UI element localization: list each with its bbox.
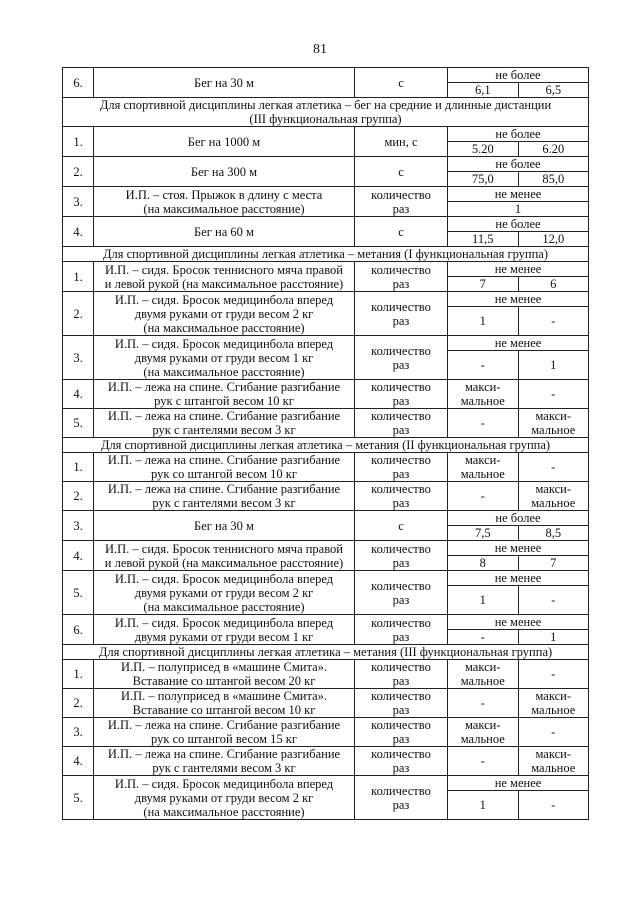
- value-second: [518, 409, 589, 438]
- table-row: [63, 380, 589, 409]
- value-second: 6,5: [518, 83, 589, 98]
- test-name-line: (на максимальное расстояние): [143, 201, 305, 216]
- value-first: [448, 689, 519, 718]
- unit-line: количество: [371, 299, 431, 314]
- test-name-line: И.П. – лежа на спине. Сгибание разгибание: [107, 380, 341, 394]
- section-heading: [63, 645, 589, 660]
- test-name-line: рук со штангой весом 15 кг: [151, 732, 297, 746]
- value-first: [448, 409, 519, 438]
- value-first: 5.20: [448, 142, 519, 157]
- test-name: [94, 689, 355, 718]
- condition: не более: [448, 127, 589, 142]
- row-number: 6.: [63, 68, 94, 98]
- value-line: -: [480, 416, 485, 430]
- test-name-line: И.П. – полуприсед в «машине Смита».: [120, 660, 328, 674]
- unit-line: количество: [371, 380, 431, 394]
- value-first: 1: [448, 307, 519, 336]
- value-second: [518, 689, 589, 718]
- value-line: макси-: [464, 380, 501, 394]
- norms-table: [62, 67, 589, 820]
- value-line: -: [551, 460, 556, 474]
- unit: [355, 157, 448, 187]
- page-number: 81: [313, 42, 327, 57]
- test-name-line: И.П. – полуприсед в «машине Смита».: [120, 689, 328, 703]
- unit: [355, 776, 448, 820]
- test-name-line: Бег на 30 м: [194, 75, 254, 90]
- value-line: мальное: [460, 674, 505, 688]
- test-name: [94, 541, 355, 571]
- test-name-line: И.П. – сидя. Бросок теннисного мяча правой: [104, 541, 343, 556]
- test-name: [94, 292, 355, 336]
- section-heading-line: Для спортивной дисциплины легкая атлетика – метания (III функциональная группа): [98, 645, 553, 659]
- test-name: [94, 217, 355, 247]
- value-second: [518, 718, 589, 747]
- section-row: [63, 645, 589, 660]
- row-number: 2.: [63, 292, 94, 336]
- table-row: [63, 541, 589, 556]
- test-name-line: Бег на 60 м: [194, 224, 254, 239]
- row-number: 3.: [63, 336, 94, 380]
- value-second: -: [518, 791, 589, 820]
- value-line: мальное: [460, 732, 505, 746]
- test-name: [94, 336, 355, 380]
- condition: не менее: [448, 615, 589, 630]
- value-first: 6,1: [448, 83, 519, 98]
- test-name: [94, 187, 355, 217]
- unit: [355, 380, 448, 409]
- test-name-line: И.П. – лежа на спине. Сгибание разгибание: [107, 482, 341, 496]
- value-line: мальное: [460, 467, 505, 481]
- test-name: [94, 747, 355, 776]
- condition: не менее: [448, 776, 589, 791]
- condition: не менее: [448, 292, 589, 307]
- value-line: мальное: [531, 703, 576, 717]
- value-line: макси-: [464, 453, 501, 467]
- value-second: 1: [518, 630, 589, 645]
- unit: [355, 409, 448, 438]
- table-row: [63, 689, 589, 718]
- test-name: [94, 68, 355, 98]
- table-row: [63, 453, 589, 482]
- unit: [355, 482, 448, 511]
- value: 1: [448, 202, 589, 217]
- unit-line: мин, с: [384, 134, 418, 149]
- test-name: [94, 380, 355, 409]
- table-row: [63, 127, 589, 142]
- unit-line: раз: [392, 797, 410, 812]
- value-second: 12,0: [518, 232, 589, 247]
- unit: [355, 615, 448, 645]
- value-second: 1: [518, 351, 589, 380]
- unit-line: раз: [392, 276, 410, 291]
- unit-line: количество: [371, 453, 431, 467]
- section-heading-line: (III функциональная группа): [249, 112, 402, 126]
- test-name-line: Бег на 30 м: [194, 518, 254, 533]
- unit-line: раз: [392, 761, 410, 775]
- value-second: [518, 453, 589, 482]
- value-second: [518, 747, 589, 776]
- section-heading: [63, 98, 589, 127]
- unit: [355, 541, 448, 571]
- unit-line: количество: [371, 409, 431, 423]
- unit-line: с: [398, 164, 404, 179]
- test-name-line: И.П. – сидя. Бросок медицинбола вперед: [114, 292, 334, 307]
- unit: [355, 336, 448, 380]
- row-number: 2.: [63, 482, 94, 511]
- table-row: [63, 718, 589, 747]
- table-row: [63, 747, 589, 776]
- unit: [355, 689, 448, 718]
- unit-line: количество: [371, 541, 431, 556]
- unit-line: количество: [371, 718, 431, 732]
- row-number: 1.: [63, 660, 94, 689]
- table-row: [63, 571, 589, 586]
- table-row: [63, 217, 589, 232]
- condition: не менее: [448, 187, 589, 202]
- test-name-line: И.П. – лежа на спине. Сгибание разгибание: [107, 718, 341, 732]
- unit-line: количество: [371, 783, 431, 798]
- test-name: [94, 571, 355, 615]
- unit: [355, 718, 448, 747]
- condition: не менее: [448, 571, 589, 586]
- table-row: [63, 511, 589, 526]
- value-second: 6.20: [518, 142, 589, 157]
- table-row: [63, 409, 589, 438]
- unit-line: раз: [392, 496, 410, 510]
- test-name: [94, 718, 355, 747]
- test-name-line: И.П. – сидя. Бросок медицинбола вперед: [114, 615, 334, 630]
- unit-line: раз: [392, 201, 410, 216]
- value-second: [518, 660, 589, 689]
- row-number: 4.: [63, 747, 94, 776]
- value-second: [518, 380, 589, 409]
- value-first: [448, 453, 519, 482]
- test-name-line: рук с штангой весом 10 кг: [154, 394, 294, 408]
- unit-line: раз: [392, 592, 410, 607]
- test-name-line: и левой рукой (на максимальное расстояние): [104, 555, 344, 570]
- test-name-line: рук со штангой весом 10 кг: [151, 467, 297, 481]
- table-row: [63, 615, 589, 630]
- unit-line: раз: [392, 357, 410, 372]
- test-name: [94, 776, 355, 820]
- table-row: [63, 660, 589, 689]
- table-row: [63, 336, 589, 351]
- unit-line: раз: [392, 313, 410, 328]
- value-line: мальное: [460, 394, 505, 408]
- section-heading-line: Для спортивной дисциплины легкая атлетика – метания (II функциональная группа): [100, 438, 551, 452]
- test-name-line: двумя руками от груди весом 1 кг: [134, 629, 314, 644]
- test-name-line: (на максимальное расстояние): [143, 320, 305, 335]
- value-first: 1: [448, 791, 519, 820]
- condition: не более: [448, 511, 589, 526]
- value-first: [448, 660, 519, 689]
- value-second: 8,5: [518, 526, 589, 541]
- value-line: -: [551, 667, 556, 681]
- test-name: [94, 615, 355, 645]
- unit: [355, 453, 448, 482]
- test-name-line: Бег на 300 м: [190, 164, 258, 179]
- value-first: [448, 747, 519, 776]
- value-first: [448, 482, 519, 511]
- test-name-line: И.П. – стоя. Прыжок в длину с места: [125, 187, 323, 202]
- row-number: 4.: [63, 541, 94, 571]
- test-name-line: рук с гантелями весом 3 кг: [152, 761, 296, 775]
- row-number: 3.: [63, 187, 94, 217]
- test-name-line: рук с гантелями весом 3 кг: [152, 496, 296, 510]
- row-number: 1.: [63, 262, 94, 292]
- test-name: [94, 262, 355, 292]
- row-number: 2.: [63, 157, 94, 187]
- row-number: 1.: [63, 127, 94, 157]
- section-row: [63, 247, 589, 262]
- condition: не более: [448, 157, 589, 172]
- condition: не менее: [448, 541, 589, 556]
- value-first: -: [448, 630, 519, 645]
- unit-line: количество: [371, 482, 431, 496]
- value-first: 11,5: [448, 232, 519, 247]
- table-row: [63, 292, 589, 307]
- unit-line: раз: [392, 703, 410, 717]
- unit-line: количество: [371, 343, 431, 358]
- test-name-line: И.П. – сидя. Бросок теннисного мяча правой: [104, 262, 343, 277]
- section-row: [63, 438, 589, 453]
- value-second: -: [518, 586, 589, 615]
- value-first: 8: [448, 556, 519, 571]
- test-name-line: И.П. – сидя. Бросок медицинбола вперед: [114, 336, 334, 351]
- value-line: макси-: [464, 660, 501, 674]
- value-first: 7,5: [448, 526, 519, 541]
- unit: [355, 127, 448, 157]
- table-row: [63, 157, 589, 172]
- test-name-line: (на максимальное расстояние): [143, 599, 305, 614]
- value-second: -: [518, 307, 589, 336]
- section-heading-line: Для спортивной дисциплины легкая атлетика – метания (I функциональная группа): [103, 247, 548, 261]
- value-line: макси-: [535, 689, 572, 703]
- value-second: 85,0: [518, 172, 589, 187]
- test-name: [94, 127, 355, 157]
- unit-line: раз: [392, 394, 410, 408]
- test-name: [94, 482, 355, 511]
- unit: [355, 660, 448, 689]
- value-first: [448, 380, 519, 409]
- unit-line: раз: [392, 629, 410, 644]
- condition: не менее: [448, 336, 589, 351]
- row-number: 3.: [63, 718, 94, 747]
- unit-line: раз: [392, 467, 410, 481]
- test-name-line: двумя руками от груди весом 2 кг: [134, 585, 314, 600]
- unit: [355, 747, 448, 776]
- test-name-line: Вставание со штангой весом 20 кг: [132, 674, 316, 688]
- table-row: [63, 776, 589, 791]
- value-first: -: [448, 351, 519, 380]
- unit: [355, 292, 448, 336]
- unit-line: количество: [371, 615, 431, 630]
- test-name: [94, 409, 355, 438]
- value-line: -: [551, 725, 556, 739]
- unit: [355, 68, 448, 98]
- value-line: мальное: [531, 496, 576, 510]
- test-name-line: Бег на 1000 м: [187, 134, 261, 149]
- unit-line: количество: [371, 262, 431, 277]
- test-name: [94, 660, 355, 689]
- section-heading: [63, 247, 589, 262]
- value-line: -: [551, 387, 556, 401]
- unit: [355, 262, 448, 292]
- condition: не более: [448, 68, 589, 83]
- section-heading-line: Для спортивной дисциплины легкая атлетика – бег на средние и длинные дистанции: [99, 98, 552, 112]
- row-number: 6.: [63, 615, 94, 645]
- condition: не менее: [448, 262, 589, 277]
- unit-line: с: [398, 518, 404, 533]
- table-row: [63, 68, 589, 83]
- unit-line: с: [398, 75, 404, 90]
- section-row: [63, 98, 589, 127]
- test-name-line: двумя руками от груди весом 1 кг: [134, 350, 314, 365]
- test-name: [94, 453, 355, 482]
- unit: [355, 571, 448, 615]
- value-line: мальное: [531, 423, 576, 437]
- test-name-line: и левой рукой (на максимальное расстояние): [104, 276, 344, 291]
- unit: [355, 187, 448, 217]
- value-second: 7: [518, 556, 589, 571]
- row-number: 4.: [63, 380, 94, 409]
- unit-line: раз: [392, 674, 410, 688]
- value-line: макси-: [535, 747, 572, 761]
- test-name: [94, 157, 355, 187]
- value-first: 7: [448, 277, 519, 292]
- value-line: -: [480, 696, 485, 710]
- row-number: 5.: [63, 409, 94, 438]
- test-name-line: И.П. – лежа на спине. Сгибание разгибание: [107, 747, 341, 761]
- row-number: 5.: [63, 571, 94, 615]
- table-row: [63, 187, 589, 202]
- row-number: 4.: [63, 217, 94, 247]
- unit-line: с: [398, 224, 404, 239]
- value-line: -: [480, 754, 485, 768]
- test-name-line: рук с гантелями весом 3 кг: [152, 423, 296, 437]
- test-name-line: двумя руками от груди весом 2 кг: [134, 790, 314, 805]
- test-name-line: И.П. – лежа на спине. Сгибание разгибание: [107, 409, 341, 423]
- test-name-line: И.П. – сидя. Бросок медицинбола вперед: [114, 571, 334, 586]
- value-second: [518, 482, 589, 511]
- unit-line: раз: [392, 732, 410, 746]
- test-name-line: Вставание со штангой весом 10 кг: [132, 703, 316, 717]
- unit-line: раз: [392, 555, 410, 570]
- table-row: [63, 482, 589, 511]
- unit-line: количество: [371, 689, 431, 703]
- value-line: макси-: [535, 482, 572, 496]
- value-first: 1: [448, 586, 519, 615]
- unit-line: количество: [371, 660, 431, 674]
- row-number: 2.: [63, 689, 94, 718]
- test-name-line: И.П. – сидя. Бросок медицинбола вперед: [114, 776, 334, 791]
- test-name: [94, 511, 355, 541]
- test-name-line: (на максимальное расстояние): [143, 804, 305, 819]
- value-line: макси-: [464, 718, 501, 732]
- value-line: -: [480, 489, 485, 503]
- row-number: 1.: [63, 453, 94, 482]
- unit-line: количество: [371, 747, 431, 761]
- value-first: 75,0: [448, 172, 519, 187]
- row-number: 5.: [63, 776, 94, 820]
- unit-line: количество: [371, 578, 431, 593]
- value-first: [448, 718, 519, 747]
- unit-line: количество: [371, 187, 431, 202]
- row-number: 3.: [63, 511, 94, 541]
- table-row: [63, 262, 589, 277]
- unit: [355, 217, 448, 247]
- value-line: мальное: [531, 761, 576, 775]
- test-name-line: двумя руками от груди весом 2 кг: [134, 306, 314, 321]
- unit-line: раз: [392, 423, 410, 437]
- test-name-line: (на максимальное расстояние): [143, 364, 305, 379]
- section-heading: [63, 438, 589, 453]
- test-name-line: И.П. – лежа на спине. Сгибание разгибание: [107, 453, 341, 467]
- value-second: 6: [518, 277, 589, 292]
- value-line: макси-: [535, 409, 572, 423]
- condition: не более: [448, 217, 589, 232]
- unit: [355, 511, 448, 541]
